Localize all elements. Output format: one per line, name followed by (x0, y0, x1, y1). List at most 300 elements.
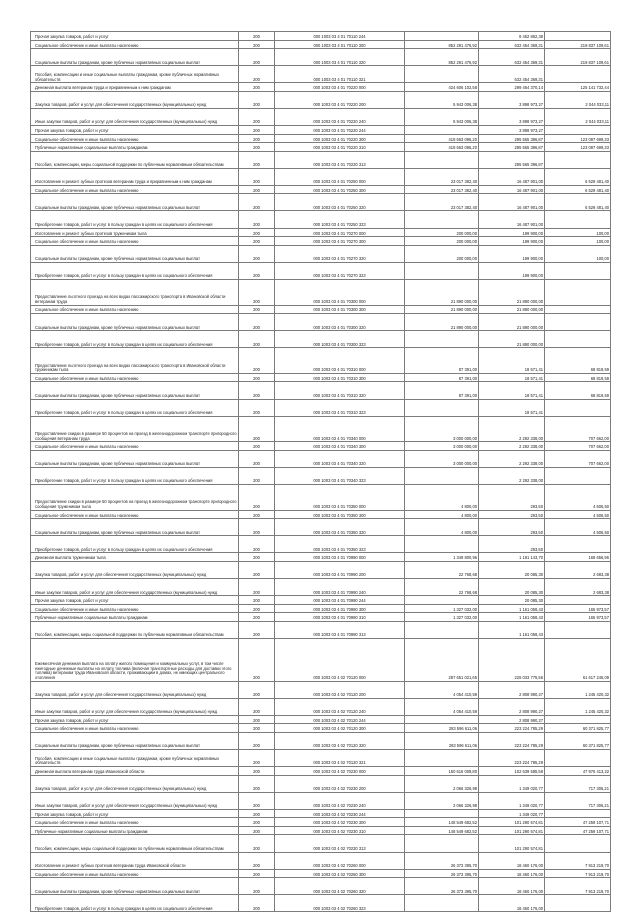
unexecuted-amount-cell (545, 331, 611, 348)
executed-amount-cell: 20 085,30 (479, 579, 545, 596)
table-row (31, 237, 611, 246)
expense-name-cell: Предоставление скидки в размере 50 процентов на проезд в железнодорожном транспорте пригородного сообщения труженикам тыла (31, 484, 239, 510)
expense-name-cell: Социальные выплаты гражданам, кроме публичных нормативных социальных выплат (31, 878, 239, 895)
table-row (31, 467, 611, 484)
table-row (31, 228, 611, 237)
executed-amount-cell: 18 571,41 (479, 399, 545, 416)
budget-classification-code-cell: 000 1003 03 4 01 70270 000 (275, 228, 405, 237)
expense-name-cell: Социальные выплаты гражданам, кроме публичных нормативных социальных выплат (31, 194, 239, 211)
approved-budget-cell: 418 663 096,20 (405, 134, 479, 143)
table-row (31, 194, 611, 211)
approved-budget-cell: 4 800,00 (405, 510, 479, 519)
executed-amount-cell: 1 349 020,77 (479, 809, 545, 818)
table-row (31, 749, 611, 766)
line-code-cell: 200 (239, 826, 275, 835)
table-row (31, 852, 611, 869)
expense-name-cell: Социальное обеспечение и иные выплаты населению (31, 604, 239, 613)
expense-name-cell: Прочая закупка товаров, работ и услуг (31, 126, 239, 135)
approved-budget-cell (405, 126, 479, 135)
line-code-cell: 200 (239, 621, 275, 638)
table-row (31, 83, 611, 92)
line-code-cell: 200 (239, 596, 275, 605)
budget-classification-code-cell: 000 1003 03 4 01 70110 244 (275, 32, 405, 41)
expense-name-cell: Закупка товаров, работ и услуг для обеспечения государственных (муниципальных) нужд (31, 91, 239, 108)
executed-amount-cell: 18 460 176,00 (479, 878, 545, 895)
budget-classification-code-cell: 000 1003 03 4 01 70990 244 (275, 596, 405, 605)
table-row (31, 613, 611, 622)
expense-name-cell: Предоставление льготного проезда на всех видах пассажирского транспорта в Ивановской области ветеранам труда (31, 279, 239, 305)
budget-classification-code-cell: 000 1003 03 4 01 70250 320 (275, 194, 405, 211)
approved-budget-cell (405, 467, 479, 484)
unexecuted-amount-cell: 168 656,96 (545, 553, 611, 562)
executed-amount-cell: 1 161 058,43 (479, 621, 545, 638)
line-code-cell: 200 (239, 818, 275, 827)
unexecuted-amount-cell: 2 683,38 (545, 561, 611, 578)
table-row (31, 732, 611, 749)
table-row (31, 416, 611, 442)
expense-name-cell: Закупка товаров, работ и услуг для обеспечения государственных (муниципальных) нужд (31, 775, 239, 792)
executed-amount-cell: 295 565 396,87 (479, 143, 545, 152)
approved-budget-cell (405, 715, 479, 724)
budget-classification-code-cell: 000 1003 03 4 01 70340 300 (275, 442, 405, 451)
approved-budget-cell: 4 054 410,59 (405, 698, 479, 715)
table-row (31, 382, 611, 399)
unexecuted-amount-cell (545, 809, 611, 818)
table-row (31, 143, 611, 152)
expense-name-cell: Приобретение товаров, работ и услуг в пользу граждан в целях их социального обеспечения (31, 895, 239, 912)
approved-budget-cell: 23 017 382,40 (405, 168, 479, 185)
executed-amount-cell: 18 460 176,00 (479, 852, 545, 869)
executed-amount-cell: 18 571,41 (479, 348, 545, 374)
executed-amount-cell: 199 900,00 (479, 237, 545, 246)
budget-classification-code-cell: 000 1003 03 4 01 70300 300 (275, 305, 405, 314)
unexecuted-amount-cell: 6 529 481,40 (545, 168, 611, 185)
expense-name-cell: Социальные выплаты гражданам, кроме публичных нормативных социальных выплат (31, 732, 239, 749)
unexecuted-amount-cell: 717 306,21 (545, 792, 611, 809)
executed-amount-cell: 20 085,30 (479, 561, 545, 578)
budget-classification-code-cell: 000 1003 03 4 01 70110 300 (275, 40, 405, 49)
line-code-cell: 200 (239, 237, 275, 246)
unexecuted-amount-cell (545, 279, 611, 305)
unexecuted-amount-cell: 47 976 413,22 (545, 767, 611, 776)
approved-budget-cell: 23 017 382,40 (405, 194, 479, 211)
unexecuted-amount-cell: 60 371 825,77 (545, 724, 611, 733)
unexecuted-amount-cell: 2 044 033,11 (545, 108, 611, 125)
executed-amount-cell: 199 900,00 (479, 245, 545, 262)
line-code-cell: 200 (239, 775, 275, 792)
expense-name-cell: Пособия, компенсации и иные социальные выплаты гражданам, кроме публичных нормативных обязательств (31, 749, 239, 766)
unexecuted-amount-cell: 4 506,50 (545, 484, 611, 510)
unexecuted-amount-cell: 68 819,59 (545, 348, 611, 374)
executed-amount-cell: 223 224 785,29 (479, 732, 545, 749)
executed-amount-cell: 18 571,41 (479, 382, 545, 399)
approved-budget-cell: 3 000 000,00 (405, 416, 479, 442)
table-row (31, 835, 611, 852)
expense-name-cell: Приобретение товаров, работ и услуг в пользу граждан в целях их социального обеспечения (31, 467, 239, 484)
executed-amount-cell: 2 808 990,27 (479, 681, 545, 698)
line-code-cell: 200 (239, 835, 275, 852)
approved-budget-cell: 21 890 000,00 (405, 305, 479, 314)
approved-budget-cell: 4 800,00 (405, 484, 479, 510)
table-row (31, 767, 611, 776)
table-row (31, 168, 611, 185)
expense-name-cell: Закупка товаров, работ и услуг для обеспечения государственных (муниципальных) нужд (31, 681, 239, 698)
approved-budget-cell: 418 663 096,20 (405, 143, 479, 152)
budget-classification-code-cell: 000 1003 03 4 02 70120 321 (275, 749, 405, 766)
line-code-cell: 200 (239, 194, 275, 211)
expense-name-cell: Изготовление и ремонт зубных протезов труженикам тыла (31, 228, 239, 237)
approved-budget-cell: 200 000,00 (405, 228, 479, 237)
approved-budget-cell: 87 391,00 (405, 382, 479, 399)
executed-amount-cell: 21 890 000,00 (479, 314, 545, 331)
approved-budget-cell: 2 066 326,98 (405, 792, 479, 809)
line-code-cell: 200 (239, 134, 275, 143)
expense-name-cell: Социальное обеспечение и иные выплаты населению (31, 237, 239, 246)
budget-classification-code-cell: 000 1003 03 4 01 70270 320 (275, 245, 405, 262)
approved-budget-cell (405, 621, 479, 638)
unexecuted-amount-cell: 7 913 219,70 (545, 878, 611, 895)
line-code-cell: 200 (239, 168, 275, 185)
executed-amount-cell: 293,50 (479, 484, 545, 510)
unexecuted-amount-cell: 123 097 699,33 (545, 134, 611, 143)
approved-budget-cell (405, 262, 479, 279)
table-row (31, 348, 611, 374)
approved-budget-cell: 200 000,00 (405, 237, 479, 246)
table-row (31, 279, 611, 305)
expense-name-cell: Социальные выплаты гражданам, кроме публичных нормативных социальных выплат (31, 314, 239, 331)
line-code-cell: 200 (239, 245, 275, 262)
line-code-cell: 200 (239, 715, 275, 724)
line-code-cell: 200 (239, 852, 275, 869)
approved-budget-cell (405, 895, 479, 912)
executed-amount-cell: 18 460 176,00 (479, 869, 545, 878)
approved-budget-cell (405, 151, 479, 168)
budget-classification-code-cell: 000 1003 03 4 01 70990 200 (275, 561, 405, 578)
expense-name-cell: Предоставление льготного проезда на всех видах пассажирского транспорта в Ивановской области труженикам тыла (31, 348, 239, 374)
unexecuted-amount-cell: 68 819,59 (545, 382, 611, 399)
budget-classification-code-cell: 000 1003 03 4 01 70300 320 (275, 314, 405, 331)
line-code-cell: 200 (239, 553, 275, 562)
table-row (31, 698, 611, 715)
unexecuted-amount-cell (545, 536, 611, 553)
budget-classification-code-cell: 000 1003 03 4 01 70250 300 (275, 185, 405, 194)
line-code-cell: 200 (239, 32, 275, 41)
approved-budget-cell: 5 943 006,38 (405, 91, 479, 108)
unexecuted-amount-cell: 4 506,50 (545, 519, 611, 536)
executed-amount-cell: 21 890 000,00 (479, 279, 545, 305)
expense-name-cell: Иные закупки товаров, работ и услуг для обеспечения государственных (муниципальных) нужд (31, 579, 239, 596)
table-row (31, 399, 611, 416)
line-code-cell: 200 (239, 792, 275, 809)
table-row (31, 442, 611, 451)
line-code-cell: 200 (239, 536, 275, 553)
unexecuted-amount-cell (545, 467, 611, 484)
approved-budget-cell: 1 327 032,00 (405, 613, 479, 622)
approved-budget-cell: 87 391,00 (405, 373, 479, 382)
budget-classification-code-cell: 000 1003 03 4 01 70300 000 (275, 279, 405, 305)
expense-name-cell: Приобретение товаров, работ и услуг в пользу граждан в целях их социального обеспечения (31, 211, 239, 228)
expense-name-cell: Социальное обеспечение и иные выплаты населению (31, 134, 239, 143)
executed-amount-cell: 2 292 338,00 (479, 450, 545, 467)
approved-budget-cell: 5 943 006,38 (405, 108, 479, 125)
budget-classification-code-cell: 000 1003 03 4 01 70990 240 (275, 579, 405, 596)
approved-budget-cell (405, 331, 479, 348)
line-code-cell: 200 (239, 40, 275, 49)
budget-classification-code-cell: 000 1003 03 4 01 70110 321 (275, 66, 405, 83)
executed-amount-cell: 1 349 020,77 (479, 792, 545, 809)
line-code-cell: 200 (239, 108, 275, 125)
table-row (31, 126, 611, 135)
approved-budget-cell (405, 835, 479, 852)
unexecuted-amount-cell: 1 245 420,32 (545, 681, 611, 698)
unexecuted-amount-cell: 47 259 107,71 (545, 826, 611, 835)
line-code-cell: 200 (239, 869, 275, 878)
line-code-cell: 200 (239, 49, 275, 66)
executed-amount-cell: 199 900,00 (479, 262, 545, 279)
line-code-cell: 200 (239, 579, 275, 596)
table-row (31, 621, 611, 638)
budget-classification-code-cell: 000 1003 03 4 02 70230 313 (275, 835, 405, 852)
executed-amount-cell: 3 898 973,27 (479, 126, 545, 135)
line-code-cell: 200 (239, 681, 275, 698)
executed-amount-cell: 293,50 (479, 536, 545, 553)
unexecuted-amount-cell: 68 819,59 (545, 373, 611, 382)
approved-budget-cell: 852 291 476,92 (405, 40, 479, 49)
table-row (31, 49, 611, 66)
table-row (31, 724, 611, 733)
table-row (31, 638, 611, 681)
budget-classification-code-cell: 000 1003 03 4 01 70310 000 (275, 348, 405, 374)
expense-name-cell: Социальное обеспечение и иные выплаты населению (31, 442, 239, 451)
approved-budget-cell: 21 890 000,00 (405, 314, 479, 331)
expense-name-cell: Социальное обеспечение и иные выплаты населению (31, 510, 239, 519)
expense-name-cell: Публичные нормативные социальные выплаты гражданам (31, 613, 239, 622)
unexecuted-amount-cell: 47 259 107,71 (545, 818, 611, 827)
table-row (31, 809, 611, 818)
unexecuted-amount-cell: 707 662,00 (545, 450, 611, 467)
table-row (31, 450, 611, 467)
approved-budget-cell (405, 596, 479, 605)
expense-name-cell: Денежная выплата труженикам тыла (31, 553, 239, 562)
expense-name-cell: Социальное обеспечение и иные выплаты населению (31, 185, 239, 194)
line-code-cell: 200 (239, 510, 275, 519)
expense-name-cell: Прочая закупка товаров, работ и услуг (31, 715, 239, 724)
budget-classification-code-cell: 000 1003 03 4 01 70990 313 (275, 621, 405, 638)
table-row (31, 878, 611, 895)
budget-classification-code-cell: 000 1003 03 4 01 70270 300 (275, 237, 405, 246)
unexecuted-amount-cell: 4 506,50 (545, 510, 611, 519)
line-code-cell: 200 (239, 185, 275, 194)
approved-budget-cell (405, 66, 479, 83)
unexecuted-amount-cell: 165 973,57 (545, 613, 611, 622)
unexecuted-amount-cell (545, 749, 611, 766)
expense-name-cell: Денежная выплата ветеранам труда Ивановской области (31, 767, 239, 776)
executed-amount-cell: 1 181 143,70 (479, 553, 545, 562)
unexecuted-amount-cell: 707 662,00 (545, 442, 611, 451)
unexecuted-amount-cell: 219 837 109,61 (545, 40, 611, 49)
unexecuted-amount-cell: 6 529 481,40 (545, 194, 611, 211)
line-code-cell: 200 (239, 382, 275, 399)
executed-amount-cell: 21 890 000,00 (479, 305, 545, 314)
unexecuted-amount-cell: 60 371 825,77 (545, 732, 611, 749)
executed-amount-cell: 632 454 369,31 (479, 66, 545, 83)
line-code-cell: 200 (239, 314, 275, 331)
unexecuted-amount-cell: 61 617 246,09 (545, 638, 611, 681)
expense-name-cell: Приобретение товаров, работ и услуг в пользу граждан в целях их социального обеспечения (31, 331, 239, 348)
approved-budget-cell: 283 596 611,06 (405, 724, 479, 733)
executed-amount-cell: 293,50 (479, 510, 545, 519)
line-code-cell: 200 (239, 613, 275, 622)
table-row (31, 305, 611, 314)
unexecuted-amount-cell (545, 305, 611, 314)
executed-amount-cell: 632 454 369,31 (479, 49, 545, 66)
executed-amount-cell: 2 292 338,00 (479, 416, 545, 442)
approved-budget-cell (405, 749, 479, 766)
budget-classification-code-cell: 000 1003 03 4 01 70220 244 (275, 126, 405, 135)
expense-name-cell: Ежемесячная денежная выплата на оплату жилого помещения и коммунальных услуг, в том числе ежегодные денежные выплаты на оплату топлива (включая транспортные расходы для доставки этого топлива) ветеранам труда Ивановской области, проживающим в домах, не имеющих центрального отопления (31, 638, 239, 681)
budget-classification-code-cell: 000 1003 03 4 01 70110 320 (275, 49, 405, 66)
unexecuted-amount-cell: 100,00 (545, 245, 611, 262)
executed-amount-cell: 21 890 000,00 (479, 331, 545, 348)
approved-budget-cell: 852 291 476,92 (405, 49, 479, 66)
executed-amount-cell: 16 487 901,00 (479, 185, 545, 194)
line-code-cell: 200 (239, 749, 275, 766)
table-row (31, 331, 611, 348)
unexecuted-amount-cell: 125 141 732,44 (545, 83, 611, 92)
table-row (31, 91, 611, 108)
approved-budget-cell: 1 349 800,96 (405, 553, 479, 562)
table-row (31, 32, 611, 41)
approved-budget-cell: 26 373 395,70 (405, 869, 479, 878)
expense-name-cell: Социальное обеспечение и иные выплаты населению (31, 724, 239, 733)
budget-classification-code-cell: 000 1003 03 4 01 70310 323 (275, 399, 405, 416)
line-code-cell: 200 (239, 211, 275, 228)
table-row (31, 553, 611, 562)
line-code-cell: 200 (239, 698, 275, 715)
approved-budget-cell: 23 017 382,40 (405, 185, 479, 194)
line-code-cell: 200 (239, 126, 275, 135)
unexecuted-amount-cell: 123 097 699,33 (545, 143, 611, 152)
table-row (31, 314, 611, 331)
line-code-cell: 200 (239, 604, 275, 613)
table-row (31, 108, 611, 125)
executed-amount-cell: 3 898 973,27 (479, 91, 545, 108)
budget-classification-code-cell: 000 1003 03 4 01 70220 310 (275, 143, 405, 152)
expense-name-cell: Приобретение товаров, работ и услуг в пользу граждан в целях их социального обеспечения (31, 536, 239, 553)
unexecuted-amount-cell (545, 621, 611, 638)
executed-amount-cell: 18 571,41 (479, 373, 545, 382)
table-body (31, 32, 611, 912)
approved-budget-cell (405, 32, 479, 41)
expense-name-cell: Приобретение товаров, работ и услуг в пользу граждан в целях их социального обеспечения (31, 399, 239, 416)
budget-classification-code-cell: 000 1003 03 4 02 70230 300 (275, 818, 405, 827)
executed-amount-cell: 2 808 990,27 (479, 698, 545, 715)
expense-name-cell: Закупка товаров, работ и услуг для обеспечения государственных (муниципальных) нужд (31, 561, 239, 578)
line-code-cell: 200 (239, 305, 275, 314)
unexecuted-amount-cell (545, 596, 611, 605)
budget-classification-code-cell: 000 1003 03 4 02 70260 323 (275, 895, 405, 912)
budget-classification-code-cell: 000 1003 03 4 02 70260 000 (275, 852, 405, 869)
executed-amount-cell: 1 161 058,43 (479, 604, 545, 613)
line-code-cell: 200 (239, 732, 275, 749)
line-code-cell: 200 (239, 373, 275, 382)
budget-classification-code-cell: 000 1003 03 4 01 70340 000 (275, 416, 405, 442)
unexecuted-amount-cell: 6 529 481,40 (545, 185, 611, 194)
expense-name-cell: Предоставление скидки в размере 50 процентов на проезд в железнодорожном транспорте пригородного сообщения ветеранам труда (31, 416, 239, 442)
unexecuted-amount-cell (545, 66, 611, 83)
executed-amount-cell: 18 460 176,00 (479, 895, 545, 912)
budget-classification-code-cell: 000 1003 03 4 01 70300 323 (275, 331, 405, 348)
table-row (31, 151, 611, 168)
approved-budget-cell: 2 066 326,98 (405, 775, 479, 792)
executed-amount-cell: 3 898 973,27 (479, 108, 545, 125)
expense-name-cell: Социальное обеспечение и иные выплаты населению (31, 869, 239, 878)
table-row (31, 536, 611, 553)
budget-classification-code-cell: 000 1003 03 4 01 70310 320 (275, 382, 405, 399)
unexecuted-amount-cell: 7 913 219,70 (545, 852, 611, 869)
executed-amount-cell: 20 085,30 (479, 596, 545, 605)
executed-amount-cell: 2 808 990,27 (479, 715, 545, 724)
table-row (31, 775, 611, 792)
unexecuted-amount-cell: 2 044 033,11 (545, 91, 611, 108)
executed-amount-cell: 295 565 396,87 (479, 151, 545, 168)
budget-classification-code-cell: 000 1003 03 4 01 70990 000 (275, 553, 405, 562)
line-code-cell: 200 (239, 416, 275, 442)
line-code-cell: 200 (239, 519, 275, 536)
expense-name-cell: Иные закупки товаров, работ и услуг для обеспечения государственных (муниципальных) нужд (31, 698, 239, 715)
line-code-cell: 200 (239, 83, 275, 92)
approved-budget-cell: 87 391,00 (405, 348, 479, 374)
budget-classification-code-cell: 000 1003 03 4 02 70120 240 (275, 698, 405, 715)
unexecuted-amount-cell: 100,00 (545, 228, 611, 237)
table-row (31, 134, 611, 143)
line-code-cell: 200 (239, 878, 275, 895)
line-code-cell: 200 (239, 143, 275, 152)
executed-amount-cell: 199 900,00 (479, 228, 545, 237)
executed-amount-cell: 16 487 901,00 (479, 211, 545, 228)
budget-classification-code-cell: 000 1003 03 4 01 70270 323 (275, 262, 405, 279)
unexecuted-amount-cell: 2 683,38 (545, 579, 611, 596)
unexecuted-amount-cell: 1 245 420,32 (545, 698, 611, 715)
unexecuted-amount-cell (545, 399, 611, 416)
budget-classification-code-cell: 000 1003 03 4 01 70350 300 (275, 510, 405, 519)
unexecuted-amount-cell: 707 662,00 (545, 416, 611, 442)
unexecuted-amount-cell (545, 835, 611, 852)
table-row (31, 211, 611, 228)
approved-budget-cell: 424 606 102,58 (405, 83, 479, 92)
executed-amount-cell: 293,50 (479, 519, 545, 536)
table-row (31, 681, 611, 698)
unexecuted-amount-cell (545, 895, 611, 912)
approved-budget-cell: 4 054 410,59 (405, 681, 479, 698)
budget-classification-code-cell: 000 1003 03 4 02 70230 200 (275, 775, 405, 792)
expense-name-cell: Социальные выплаты гражданам, кроме публичных нормативных социальных выплат (31, 382, 239, 399)
table-row (31, 245, 611, 262)
budget-classification-code-cell: 000 1003 03 4 02 70230 000 (275, 767, 405, 776)
executed-amount-cell: 101 290 574,81 (479, 826, 545, 835)
approved-budget-cell: 283 596 611,06 (405, 732, 479, 749)
executed-amount-cell: 295 565 396,87 (479, 134, 545, 143)
expense-name-cell: Публичные нормативные социальные выплаты гражданам (31, 826, 239, 835)
budget-classification-code-cell: 000 1003 03 4 02 70260 320 (275, 878, 405, 895)
line-code-cell: 200 (239, 399, 275, 416)
budget-execution-table (30, 31, 611, 912)
line-code-cell: 200 (239, 262, 275, 279)
budget-classification-code-cell: 000 1003 03 4 02 70260 300 (275, 869, 405, 878)
executed-amount-cell: 101 290 574,81 (479, 835, 545, 852)
line-code-cell: 200 (239, 638, 275, 681)
table-row (31, 262, 611, 279)
